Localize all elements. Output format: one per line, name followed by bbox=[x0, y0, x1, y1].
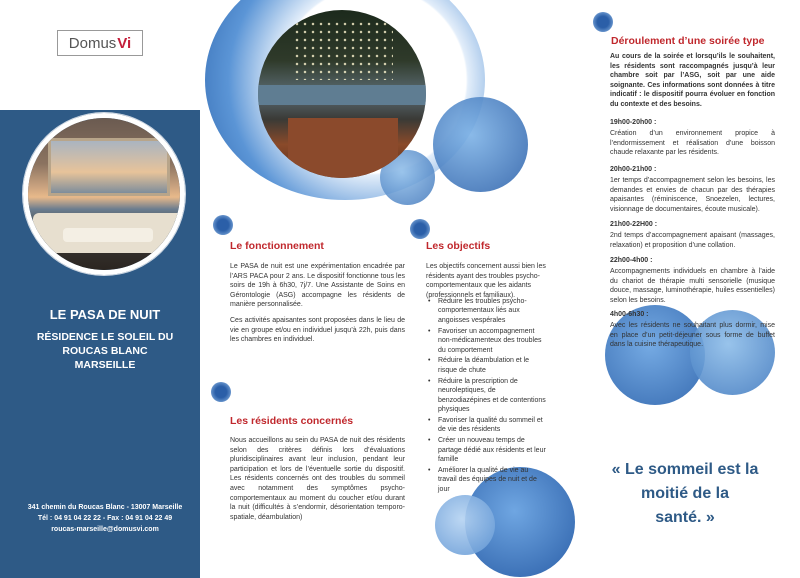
residence-name bbox=[30, 330, 180, 372]
domusvi-logo bbox=[57, 30, 143, 56]
objectifs-list bbox=[426, 297, 546, 496]
quote-line-2: moitié de la bbox=[640, 485, 730, 502]
quote-line-1: « Le sommeil est la bbox=[611, 461, 759, 478]
slot-text-3: 2nd temps d’accompagnement apaisant (massages, relaxation) et proposition d’une collation. bbox=[610, 232, 775, 249]
bullet-dot-4 bbox=[593, 12, 613, 32]
bullet-dot-1 bbox=[213, 215, 233, 235]
slot-time-1: 19h00-20h00 : bbox=[610, 119, 657, 126]
logo-text: Domus bbox=[68, 34, 117, 52]
fonctionnement-heading: Le fonctionnement bbox=[230, 240, 324, 252]
bullet-dot-2 bbox=[410, 219, 430, 239]
deroulement-heading: Déroulement d’une soirée type bbox=[611, 35, 765, 47]
address-line: 341 chemin du Roucas Blanc - 13007 Marseille bbox=[27, 504, 183, 511]
phone-fax-line: Tél : 04 91 04 22 22 - Fax : 04 91 04 22 49 bbox=[37, 515, 173, 522]
residence-line-3: MARSEILLE bbox=[74, 359, 136, 371]
list-item: • Favoriser la qualité du sommeil et de vie des résidents bbox=[426, 416, 546, 435]
residence-line-2: ROUCAS BLANC bbox=[62, 345, 148, 357]
list-item: • Réduire la déambulation et le risque de chute bbox=[426, 356, 546, 375]
slot-time-3: 21h00-22H00 : bbox=[610, 221, 658, 228]
slot-text-5: Avec les résidents ne souhaitant plus dormir, mise en place d’un petit-déjeuner sous forme de buffet dans la cuisine thérapeutique. bbox=[610, 322, 775, 349]
logo-mark: Vi bbox=[117, 34, 132, 52]
email-line: roucas-marseille@domusvi.com bbox=[51, 526, 159, 533]
deco-circle-mid bbox=[433, 97, 528, 192]
residents-text: Nous accueillons au sein du PASA de nuit des résidents selon des critères définis lors d’évaluations pluridisciplinaires avant leur inclusion, pendant leur participation et lors de l’éventuelle sortie du dispositif. Les résidents concernés ont des troubles du sommeil avec notamment des symptômes psycho-comportementaux au moment du coucher et/ou durant la nuit (difficultés à s’endormir, désorientation temporo-spatiale, déambulation) bbox=[230, 437, 405, 521]
fonctionnement-text-1: Le PASA de nuit est une expérimentation encadrée par l’ARS PACA pour 2 ans. Le dispositif fonctionne tous les soirs de 19h à 6h30, 7j/7. Une Assistante de Soins en Gérontologie (ASG) accompagne les résidents de manière personnalisée. bbox=[230, 263, 405, 309]
deco-circle-bottom-2 bbox=[435, 495, 495, 555]
deroulement-intro: Au cours de la soirée et lorsqu’ils le souhaitent, les résidents sont raccompagnés jusqu’à leur chambre soit par l’ASG, soit par une aide soignante. Ces informations sont données à titre indicatif : le dispositif pourra évoluer en fonction du contexte et des besoins. bbox=[610, 53, 775, 108]
sleep-quote bbox=[610, 458, 760, 530]
slot-time-4: 22h00-4h00 : bbox=[610, 257, 653, 264]
objectifs-heading: Les objectifs bbox=[426, 240, 491, 252]
lounge-photo bbox=[23, 113, 185, 275]
objectifs-intro: Les objectifs concernent aussi bien les résidents ayant des troubles psycho-comportementaux que les aidants (professionnels et familiaux). bbox=[426, 263, 546, 299]
brochure-title: LE PASA DE NUIT bbox=[49, 307, 161, 322]
list-item: • Améliorer la qualité de vie au travail des équipes de nuit et de jour bbox=[426, 466, 546, 494]
bullet-dot-3 bbox=[211, 382, 231, 402]
contact-address bbox=[10, 502, 200, 535]
list-item: • Créer un nouveau temps de partage dédié aux résidents et leur famille bbox=[426, 436, 546, 464]
list-item: • Réduire la prescription de neuroleptiques, de benzodiazépines et de contentions physiques bbox=[426, 377, 546, 415]
slot-text-4: Accompagnements individuels en chambre à l’aide du chariot de thérapie multi sensorielle (musique douce, massage, luminothérapie, huiles essentielles) selon les besoins. bbox=[610, 268, 775, 304]
slot-text-2: 1er temps d’accompagnement selon les besoins, les demandes et envies de chacun par des thérapies apaisantes (réminiscence, Snoezelen, lectures, visionnage de documentaires, écoute musicale). bbox=[610, 177, 775, 213]
quote-line-3: santé. » bbox=[655, 509, 715, 526]
slot-time-2: 20h00-21h00 : bbox=[610, 166, 657, 173]
terrace-photo bbox=[258, 10, 426, 178]
slot-time-5: 4h00-6h30 : bbox=[610, 311, 649, 318]
list-item: • Favoriser un accompagnement non-médicamenteux des troubles du comportement bbox=[426, 327, 546, 355]
residence-line-1: RÉSIDENCE LE SOLEIL DU bbox=[36, 331, 174, 343]
list-item: • Réduire les troubles psycho-comportementaux liés aux angoisses vespérales bbox=[426, 297, 546, 325]
residents-heading: Les résidents concernés bbox=[230, 415, 354, 427]
slot-text-1: Création d’un environnement propice à l’endormissement et réalisation d’une boisson chaude relaxante par les résidents. bbox=[610, 130, 775, 157]
fonctionnement-text-2: Ces activités apaisantes sont proposées dans le lieu de vie en groupe et/ou en individuel jusqu’à 22h, puis dans les chambres en individuel. bbox=[230, 317, 405, 344]
